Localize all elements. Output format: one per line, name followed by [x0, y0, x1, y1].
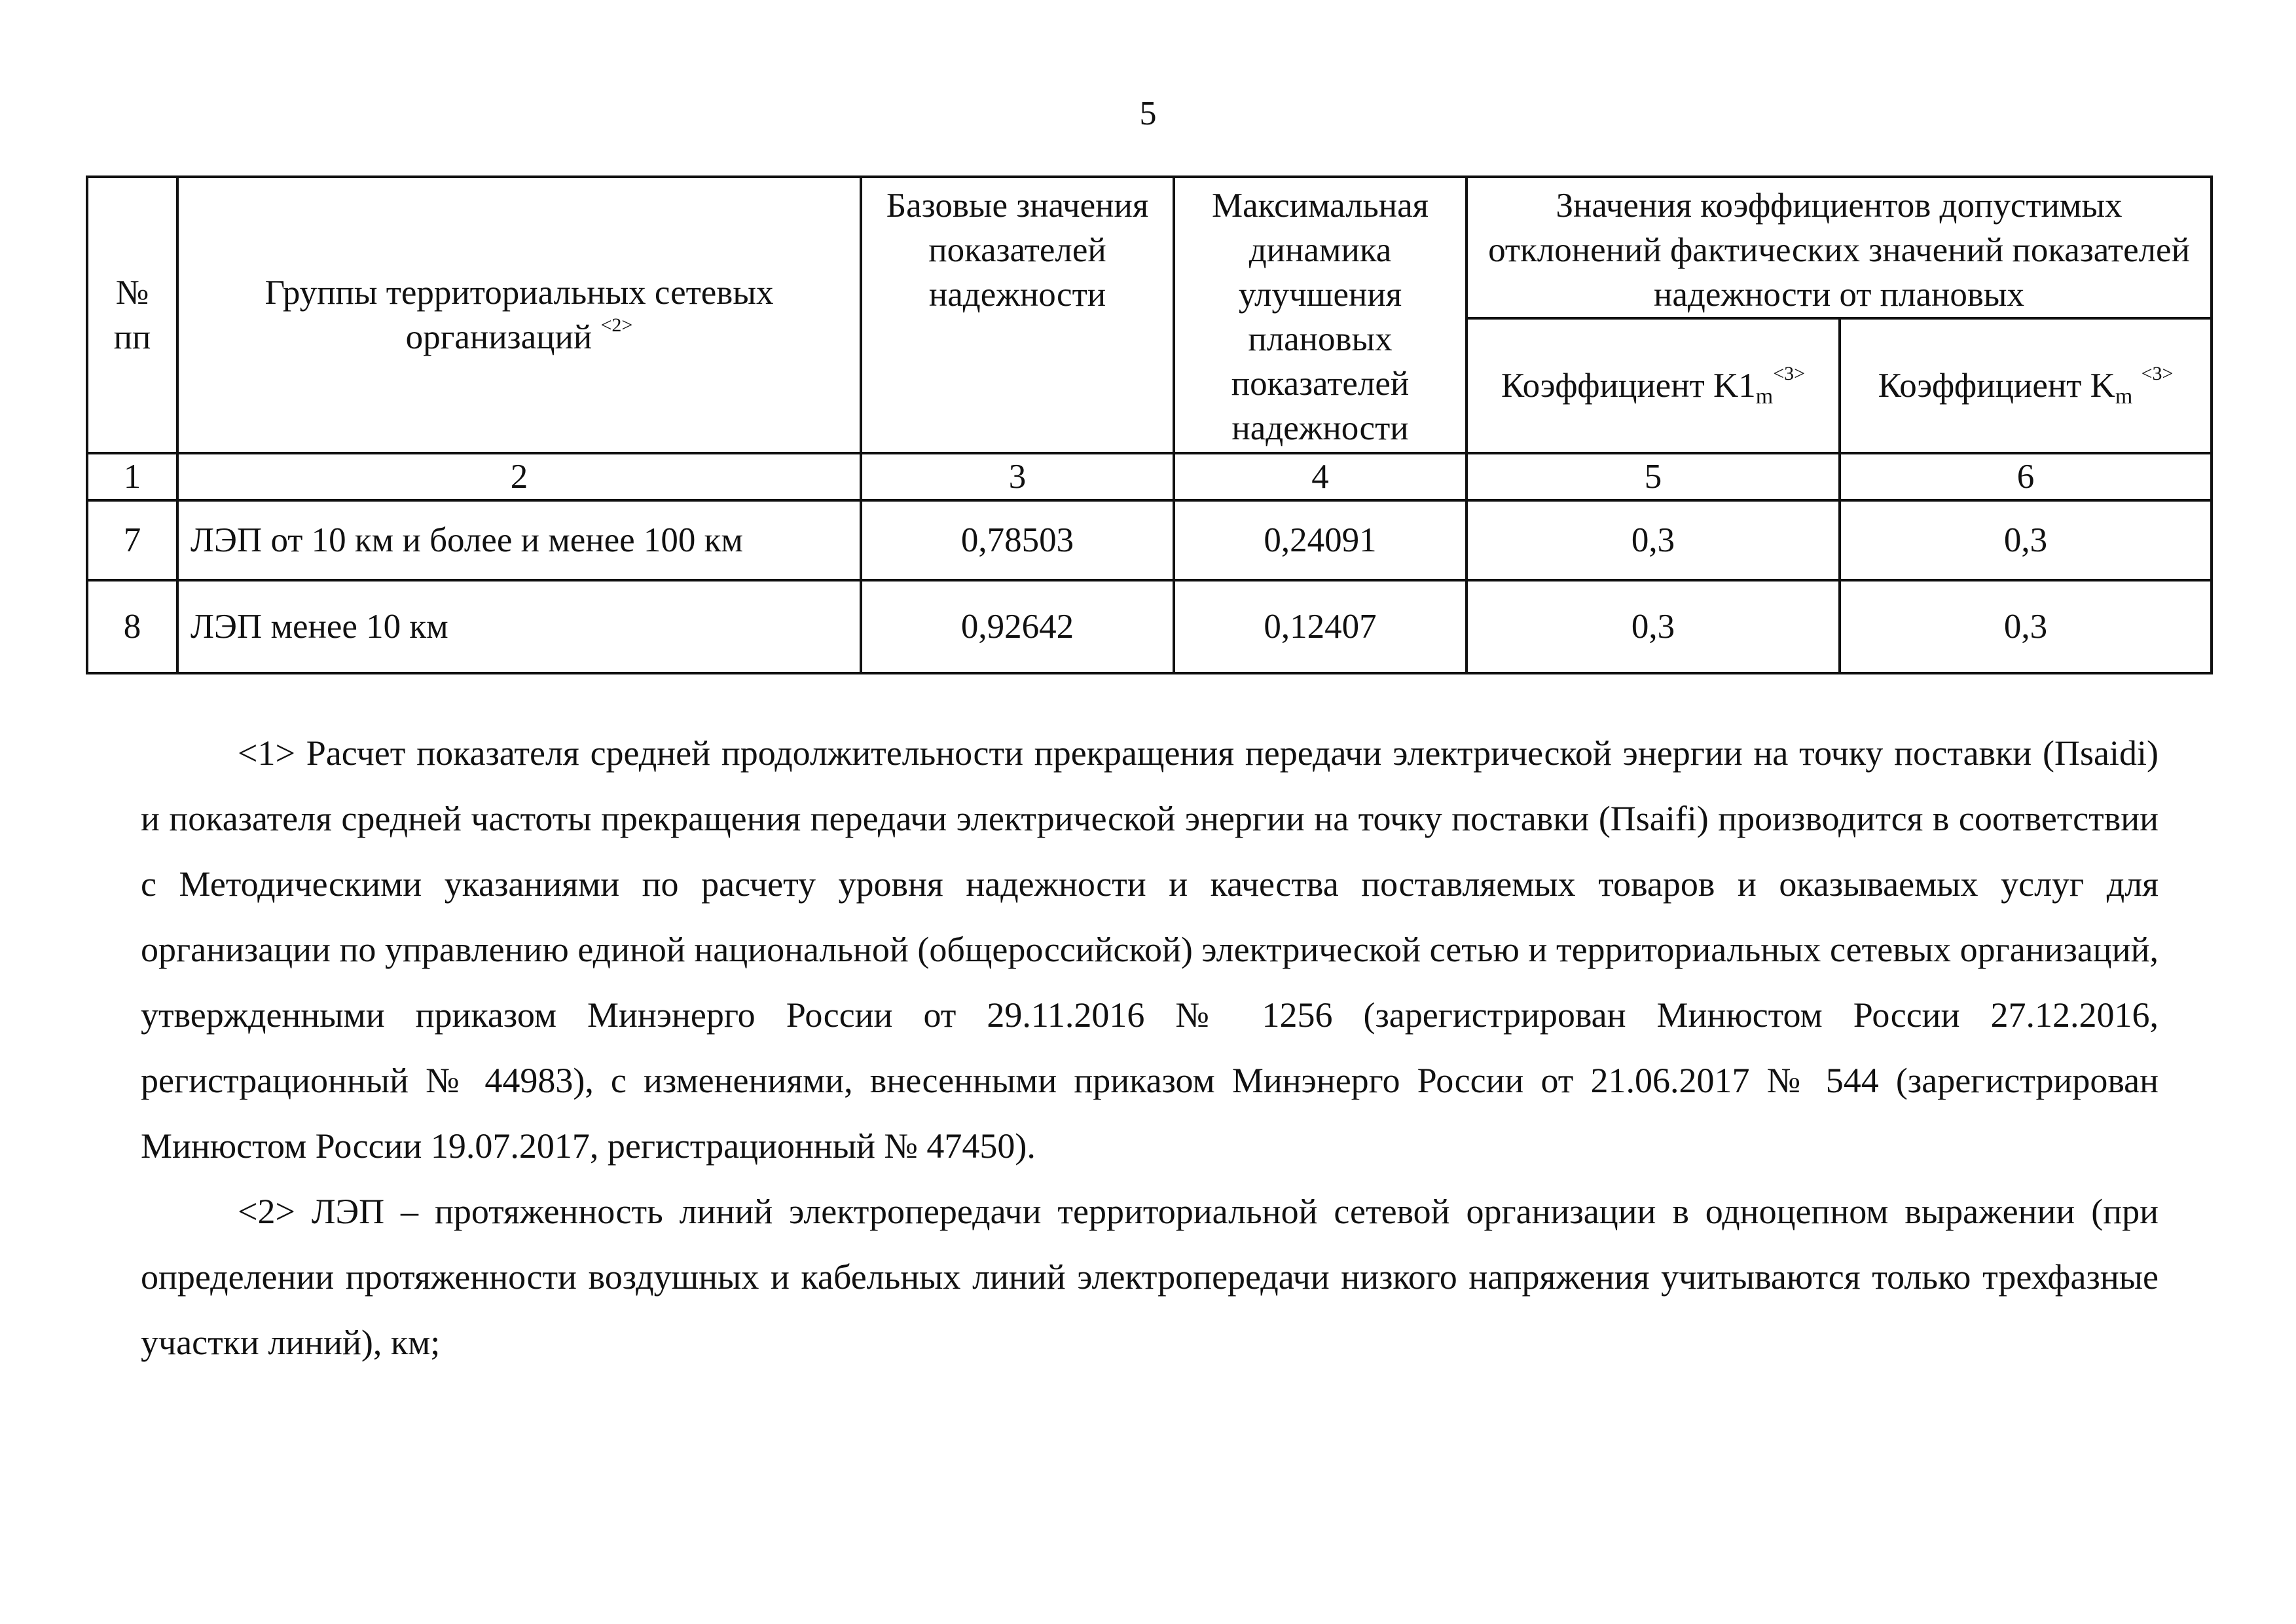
- table-header-row: [87, 177, 2212, 318]
- column-number: 5: [1467, 453, 1840, 500]
- row-dynamics: 0,12407: [1174, 580, 1467, 673]
- header-base: Базовые значения показателей надежности: [861, 177, 1174, 453]
- footnote-2: <2> ЛЭП – протяженность линий электропередачи территориальной сетевой организации в одноцепном выражении (при определении протяженности воздушных и кабельных линий электропередачи низкого напряжения учитываются только трехфазные участки линий), км;: [141, 1192, 2159, 1362]
- column-number: 2: [177, 453, 861, 500]
- reliability-table: [86, 175, 2213, 674]
- footnote-1: <1> Расчет показателя средней продолжительности прекращения передачи электрической энергии на точку поставки (Пsaidi) и показателя средней частоты прекращения передачи электрической энергии на точку поставки (Пsaifi) производится в соответствии с Методическими указаниями по расчету уровня надежности и качества поставляемых товаров и оказываемых услуг для организации по управлению единой национальной (общероссийской) электрической сетью и территориальных сетевых организаций, утвержденными приказом Минэнерго России от 29.11.2016 № 1256 (зарегистрирован Минюстом России 27.12.2016, регистрационный № 44983), с изменениями, внесенными приказом Минэнерго России от 21.06.2017 № 544 (зарегистрирован Минюстом России 19.07.2017, регистрационный № 47450).: [141, 733, 2159, 1166]
- header-k-sub: m: [2115, 384, 2133, 409]
- row-k: 0,3: [1840, 580, 2212, 673]
- column-number: 6: [1840, 453, 2212, 500]
- header-group: [177, 177, 861, 453]
- row-k1: 0,3: [1467, 500, 1840, 580]
- row-base: 0,78503: [861, 500, 1174, 580]
- header-k1-label: Коэффициент K1: [1501, 367, 1756, 405]
- footnotes: [141, 720, 2159, 1375]
- row-k1: 0,3: [1467, 580, 1840, 673]
- header-k-footnote: <3>: [2141, 363, 2174, 384]
- table-row: [87, 580, 2212, 673]
- row-num: 8: [87, 580, 177, 673]
- row-k: 0,3: [1840, 500, 2212, 580]
- header-k1-footnote: <3>: [1773, 363, 1806, 384]
- column-number: 1: [87, 453, 177, 500]
- header-k-label: Коэффициент K: [1878, 367, 2115, 405]
- column-number: 4: [1174, 453, 1467, 500]
- row-group: ЛЭП от 10 км и более и менее 100 км: [177, 500, 861, 580]
- header-dynamics: Максимальная динамика улучшения плановых показателей надежности: [1174, 177, 1467, 453]
- row-base: 0,92642: [861, 580, 1174, 673]
- header-coeff-group: Значения коэффициентов допустимых отклонений фактических значений показателей надежности от плановых: [1467, 177, 2212, 318]
- header-num: № пп: [87, 177, 177, 453]
- header-k1: [1467, 318, 1840, 453]
- header-group-footnote: <2>: [600, 314, 633, 336]
- page-number: 5: [1139, 95, 1157, 132]
- header-k: [1840, 318, 2212, 453]
- row-group: ЛЭП менее 10 км: [177, 580, 861, 673]
- column-number: 3: [861, 453, 1174, 500]
- column-numbers-row: [87, 453, 2212, 500]
- row-dynamics: 0,24091: [1174, 500, 1467, 580]
- header-k1-sub: m: [1755, 384, 1774, 409]
- row-num: 7: [87, 500, 177, 580]
- header-group-label: Группы территориальных сетевых организаций: [264, 274, 774, 356]
- table-row: [87, 500, 2212, 580]
